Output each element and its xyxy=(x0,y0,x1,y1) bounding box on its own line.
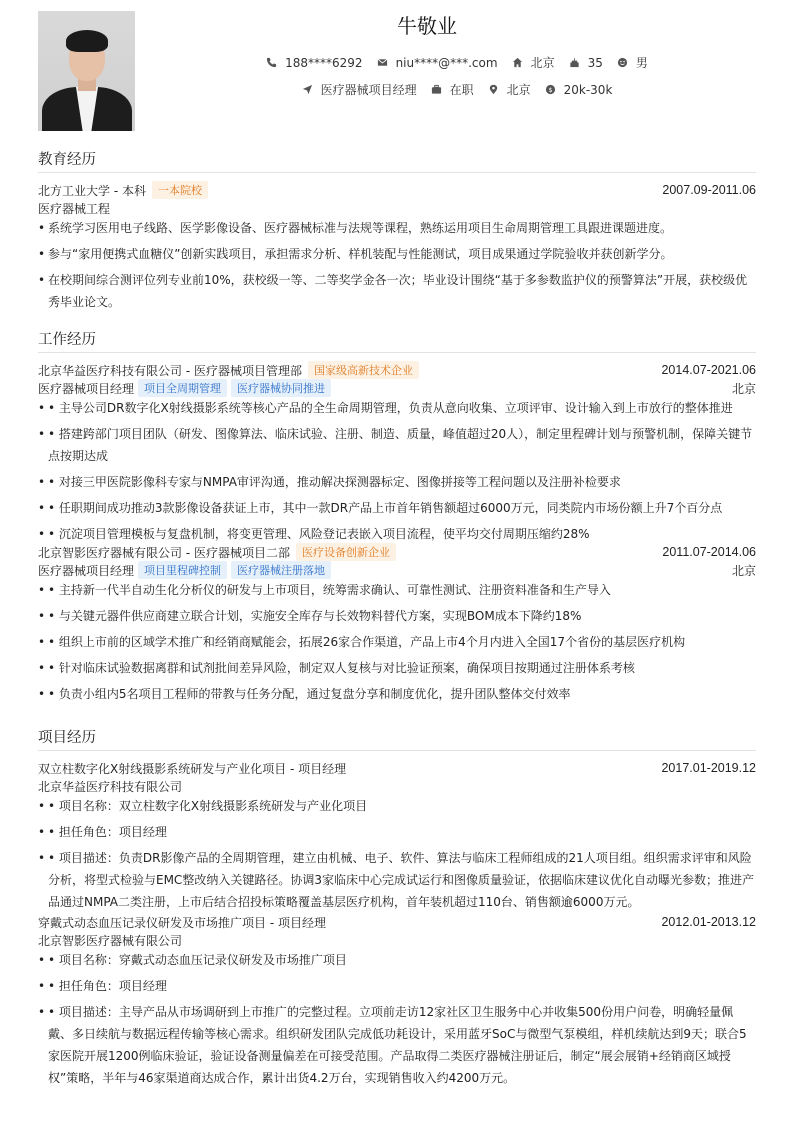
send-icon xyxy=(302,84,313,95)
money-icon xyxy=(545,84,556,95)
salary-text: 20k-30k xyxy=(563,82,613,97)
status-text: 在职 xyxy=(449,83,474,97)
project-date: 2017.01-2019.12 xyxy=(661,761,756,775)
company-tag: 医疗设备创新企业 xyxy=(296,543,396,561)
company-tag: 国家级高新技术企业 xyxy=(308,361,419,379)
job-header xyxy=(38,361,756,379)
status-info xyxy=(431,81,474,98)
city-text: 北京 xyxy=(530,56,555,70)
school-line: 北方工业大学 - 本科 xyxy=(38,183,146,198)
list-item: • • 项目描述：负责DR影像产品的全周期管理，建立由机械、电子、软件、算法与临床工程师组成的21人项目组。组织需求评审和风险分析，将型式检验与EMC整改纳入关键路径。协调3家临床中心完成试运行和图像质量验证，依据临床建议优化自动曝光参数；推进产品通过NMPA二类注册，上市后结合招投标策略覆盖基层医疗机构，首年装机超过110台、销售额逾6000万元。 xyxy=(38,847,756,913)
job-city: 北京 xyxy=(731,563,756,578)
mail-icon xyxy=(377,57,388,68)
svg-text:$: $ xyxy=(548,85,553,94)
job-role: 医疗器械项目经理 xyxy=(38,381,135,396)
candidate-name: 牛敬业 xyxy=(397,14,457,38)
job-bullets xyxy=(38,579,756,705)
project-company: 北京智影医疗器械有限公司 xyxy=(38,933,183,948)
phone-info xyxy=(266,56,362,70)
cake-icon xyxy=(569,57,580,68)
job-city: 北京 xyxy=(731,381,756,396)
list-item: • • 搭建跨部门项目团队（研发、图像算法、临床试验、注册、制造、质量，峰值超过20人），制定里程碑计划与预警机制，保障关键节点按期达成 xyxy=(38,423,756,467)
home-icon xyxy=(512,57,523,68)
education-bullets xyxy=(38,217,756,313)
position-text: 医疗器械项目经理 xyxy=(320,83,417,97)
project-entry xyxy=(38,913,756,1089)
skill-tag: 项目里程碑控制 xyxy=(138,561,227,579)
list-item: • • 主导公司DR数字化X射线摄影系统等核心产品的全生命周期管理，负责从意向收集、立项评审、设计输入到上市放行的整体推进 xyxy=(38,397,756,419)
list-item: • • 任职期间成功推动3款影像设备获证上市，其中一款DR产品上市首年销售额超过6000万元，同类院内市场份额上升7个百分点 xyxy=(38,497,756,519)
skill-tag: 项目全周期管理 xyxy=(138,379,227,397)
job-header xyxy=(38,543,756,561)
gender-info xyxy=(617,54,648,71)
company-line: 北京智影医疗器械有限公司 - 医疗器械项目二部 xyxy=(38,545,290,560)
section-title-education: 教育经历 xyxy=(38,148,756,173)
salary-info xyxy=(545,83,613,97)
list-item: • 在校期间综合测评位列专业前10%，获校级一等、二等奖学金各一次；毕业设计围绕“基于多参数监护仪的预警算法”开展，获校级优秀毕业论文。 xyxy=(38,269,756,313)
job-entry xyxy=(38,361,756,545)
project-header xyxy=(38,913,756,931)
project-name-line: 双立柱数字化X射线摄影系统研发与产业化项目 - 项目经理 xyxy=(38,761,347,776)
job-entry xyxy=(38,543,756,705)
project-date: 2012.01-2013.12 xyxy=(661,915,756,929)
age-text: 35 xyxy=(587,55,603,70)
education-section xyxy=(38,148,756,317)
email-text: niu****@***.com xyxy=(395,55,498,70)
phone-icon xyxy=(266,57,277,68)
job-role-row xyxy=(38,561,756,579)
resume-page xyxy=(38,10,756,1085)
job-role-row xyxy=(38,379,756,397)
company-line: 北京华益医疗科技有限公司 - 医疗器械项目管理部 xyxy=(38,363,302,378)
email-info xyxy=(377,56,498,70)
project-entry xyxy=(38,759,756,913)
list-item: • • 主持新一代半自动生化分析仪的研发与上市项目，统筹需求确认、可靠性测试、注册资料准备和生产导入 xyxy=(38,579,756,601)
job-date: 2014.07-2021.06 xyxy=(661,363,756,377)
project-company: 北京华益医疗科技有限公司 xyxy=(38,779,183,794)
list-item: • 系统学习医用电子线路、医学影像设备、医疗器械标准与法规等课程，熟练运用项目生命周期管理工具跟进课题进度。 xyxy=(38,217,756,239)
age-info xyxy=(569,56,603,70)
section-title-projects: 项目经历 xyxy=(38,726,756,751)
smile-icon xyxy=(617,57,628,68)
city-info xyxy=(512,54,555,71)
list-item: • 参与“家用便携式血糖仪”创新实践项目，承担需求分析、样机装配与性能测试，项目成果通过学院验收并获创新学分。 xyxy=(38,243,756,265)
phone-text: 188****6292 xyxy=(285,55,363,70)
list-item: • • 沉淀项目管理模板与复盘机制，将变更管理、风险登记表嵌入项目流程，使平均交付周期压缩约28% xyxy=(38,523,756,545)
job-role: 医疗器械项目经理 xyxy=(38,563,135,578)
position-info xyxy=(302,81,417,98)
list-item: • • 组织上市前的区域学术推广和经销商赋能会，拓展26家合作渠道，产品上市4个月内进入全国17个省份的基层医疗机构 xyxy=(38,631,756,653)
job-date: 2011.07-2014.06 xyxy=(662,545,756,559)
job-bullets xyxy=(38,397,756,545)
project-header xyxy=(38,759,756,777)
list-item: • • 项目描述：主导产品从市场调研到上市推广的完整过程。立项前走访12家社区卫生服务中心并收集500份用户问卷，明确轻量佩戴、多日续航与数据远程传输等核心需求。组织研发团队完成低功耗设计，采用蓝牙SoC与微型气泵模组，样机续航达到9天；联合5家医院开展1200例临床验证，验证设备测量偏差在可接受范围。产品取得二类医疗器械注册证后，制定“展会展销+经销商区域授权”策略，半年与46家渠道商达成合作，累计出货4.2万台，实现销售收入约4200万元。 xyxy=(38,1001,756,1089)
intent-row xyxy=(98,81,794,98)
list-item: • • 针对临床试验数据离群和试剂批间差异风险，制定双人复核与对比验证预案，确保项目按期通过注册体系考核 xyxy=(38,657,756,679)
target-city-info xyxy=(488,81,531,98)
project-bullets xyxy=(38,949,756,1089)
project-bullets xyxy=(38,795,756,913)
project-name-line: 穿戴式动态血压记录仪研发及市场推广项目 - 项目经理 xyxy=(38,915,326,930)
target-city-text: 北京 xyxy=(506,83,531,97)
education-header xyxy=(38,181,756,199)
education-date: 2007.09-2011.06 xyxy=(662,183,756,197)
briefcase-icon xyxy=(431,84,442,95)
skill-tag: 医疗器械注册落地 xyxy=(231,561,331,579)
location-pin-icon xyxy=(488,84,499,95)
work-section xyxy=(38,328,756,709)
list-item: • • 与关键元器件供应商建立联合计划，实施安全库存与长效物料替代方案，实现BOM成本下降约18% xyxy=(38,605,756,627)
skill-tag: 医疗器械协同推进 xyxy=(231,379,331,397)
gender-text: 男 xyxy=(635,56,648,70)
major: 医疗器械工程 xyxy=(38,201,111,216)
list-item: • • 项目名称：双立柱数字化X射线摄影系统研发与产业化项目 xyxy=(38,795,756,817)
list-item: • • 负责小组内5名项目工程师的带教与任务分配，通过复盘分享和制度优化，提升团队整体交付效率 xyxy=(38,683,756,705)
school-tag: 一本院校 xyxy=(152,181,208,199)
list-item: • • 担任角色：项目经理 xyxy=(38,821,756,843)
list-item: • • 担任角色：项目经理 xyxy=(38,975,756,997)
section-title-work: 工作经历 xyxy=(38,328,756,353)
list-item: • • 对接三甲医院影像科专家与NMPA审评沟通，推动解决探测器标定、图像拼接等工程问题以及注册补检要求 xyxy=(38,471,756,493)
list-item: • • 项目名称：穿戴式动态血压记录仪研发及市场推广项目 xyxy=(38,949,756,971)
projects-section xyxy=(38,726,756,1093)
contact-row xyxy=(98,54,794,71)
resume-header xyxy=(38,10,756,135)
